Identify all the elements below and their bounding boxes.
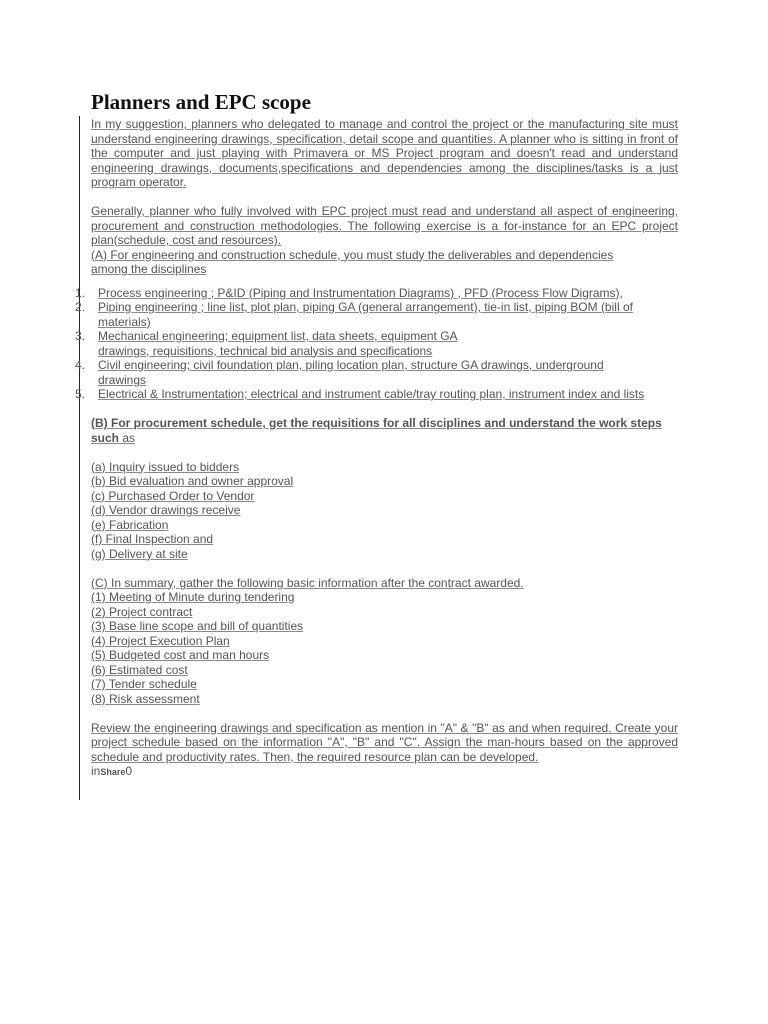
- list-item: (6) Estimated cost: [91, 662, 188, 677]
- list-item-text: Mechanical engineering; equipment list, data sheets, equipment GA drawings, requisitions, technical bid analysis and specifications: [98, 329, 458, 358]
- section-b-heading: [91, 416, 678, 445]
- list-item-text: Piping engineering ; line list, plot plan, piping GA (general arrangement), tie-in list, piping BOM (bill of materials): [98, 300, 633, 329]
- list-item: [75, 387, 678, 402]
- share-button[interactable]: Share: [100, 767, 126, 777]
- list-item: (d) Vendor drawings receive: [91, 503, 241, 517]
- list-item: (8) Risk assessment: [91, 691, 200, 706]
- list-item: (7) Tender schedule: [91, 677, 197, 691]
- review-paragraph: Review the engineering drawings and specification as mention in "A" & "B" as and when required. Create your project schedule based on the information "A", "B" and "C". Assign the man-hours based on the approved schedule and productivity rates. Then, the required resource plan can be developed.: [91, 720, 678, 764]
- list-item: (3) Base line scope and bill of quantities: [91, 619, 304, 633]
- list-item: [75, 358, 630, 387]
- section-b-list: [91, 460, 678, 562]
- list-item-text: Process engineering ; P&ID (Piping and Instrumentation Diagrams) , PFD (Process Flow Digrams),: [98, 285, 623, 300]
- list-item: (5) Budgeted cost and man hours: [91, 648, 270, 662]
- list-item: (c) Purchased Order to Vendor: [91, 488, 255, 503]
- section-c-list: [91, 590, 678, 706]
- list-item-number: 1.: [75, 285, 86, 300]
- list-item: [75, 329, 473, 358]
- list-item: (g) Delivery at site: [91, 546, 188, 561]
- list-item: [75, 285, 678, 301]
- list-item: (f) Final Inspection and: [91, 532, 214, 546]
- section-a-list: [75, 285, 678, 402]
- list-item: (a) Inquiry issued to bidders: [91, 459, 240, 474]
- list-item-number: 4.: [75, 358, 86, 372]
- list-item: (4) Project Execution Plan: [91, 633, 230, 648]
- list-item-number: 3.: [75, 329, 86, 343]
- general-paragraph: Generally, planner who fully involved with EPC project must read and understand all aspect of engineering, procurement and construction methodologies. The following exercise is a for-instance for an EPC project plan(schedule, cost and resources).: [91, 204, 678, 247]
- list-item: (1) Meeting of Minute during tendering: [91, 590, 295, 604]
- list-item-text: Civil engineering; civil foundation plan, piling location plan, structure GA drawings, underground drawings: [98, 358, 604, 387]
- list-item-number: 2.: [75, 300, 86, 314]
- page-title: Planners and EPC scope: [91, 90, 311, 114]
- margin-rule: [79, 116, 80, 800]
- share-prefix: in: [91, 764, 101, 778]
- section-a-heading: (A) For engineering and construction schedule, you must study the deliverables and dependencies among the disciplines: [91, 247, 614, 276]
- share-count: 0: [125, 764, 133, 778]
- list-item-number: 5.: [75, 387, 86, 401]
- document-body: [75, 117, 678, 780]
- list-item: [75, 300, 678, 329]
- section-c-heading: (C) In summary, gather the following basic information after the contract awarded.: [91, 575, 524, 590]
- list-item: (b) Bid evaluation and owner approval: [91, 474, 294, 488]
- list-item: (e) Fabrication: [91, 517, 169, 532]
- intro-paragraph: In my suggestion, planners who delegated to manage and control the project or the manufacturing site must understand engineering drawings, specification, detail scope and quantities. A planner who is sitting in front of the computer and just playing with Primavera or MS Project program and doesn't read and understand engineering drawings, documents,specifications and dependencies among the disciplines/tasks is a just program operator.: [91, 117, 678, 189]
- section-b-heading-bold: (B) For procurement schedule, get the requisitions for all disciplines and understand the work steps such: [91, 416, 662, 445]
- section-b-heading-tail: as: [119, 430, 136, 445]
- share-row: [91, 764, 678, 780]
- list-item-text: Electrical & Instrumentation; electrical and instrument cable/tray routing plan, instrument index and lists: [98, 387, 645, 401]
- list-item: (2) Project contract: [91, 604, 193, 619]
